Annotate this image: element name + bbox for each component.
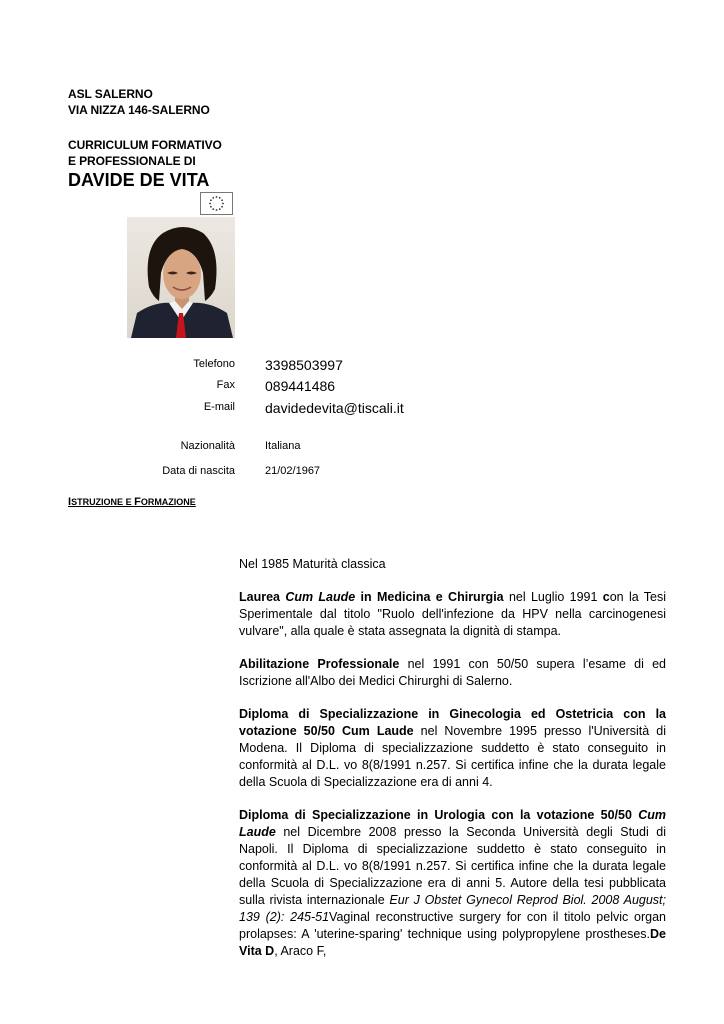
education-content <box>239 556 666 976</box>
laurea-date: nel Luglio 1991 <box>503 590 603 604</box>
cv-title-line1: CURRICULUM FORMATIVO <box>68 138 222 152</box>
section-heading-education <box>68 496 196 508</box>
abilitazione-text: nel 1991 con 50/50 supera l’esame di ed Iscrizione all'Albo dei Medici Chirurghi di Salerno. <box>239 657 666 688</box>
urologia-thesis-title: Vaginal reconstructive surgery for con il titolo pelvic organ prolapses: A 'uterine-sparing' technique using polypropylene prostheses. <box>239 910 666 941</box>
laurea-thesis: on la Tesi Sperimentale dal titolo "Ruolo dell'infezione da HPV nella carcinogenesi vulvare", alla quale è stata assegnata la dignità di stampa. <box>239 590 666 638</box>
urologia-coauthors: , Araco F, <box>274 944 327 958</box>
ginecologia-text: nel Novembre 1995 presso l'Università di Modena. Il Diploma di specializzazione suddetto è stato conseguito in conformità al D.L. vo 8(8/1991 n.257. Si certifica infine che la durata legale della Scuola di Specializzazione era di anni 4. <box>239 724 666 789</box>
abilitazione-title: Abilitazione Professionale <box>239 657 400 671</box>
fax-label: Fax <box>216 379 235 391</box>
cv-title-line2: E PROFESSIONALE DI <box>68 154 196 168</box>
ginecologia-title: Diploma di Specializzazione in Ginecologia ed Ostetricia con la votazione 50/50 Cum Laude <box>239 707 666 738</box>
org-address: VIA NIZZA 146-SALERNO <box>68 103 210 117</box>
education-item-urologia <box>239 807 666 960</box>
education-item-abilitazione <box>239 656 666 690</box>
eu-flag-icon <box>200 192 233 215</box>
education-item-maturita: Nel 1985 Maturità classica <box>239 557 386 571</box>
email-value[interactable]: davidedevita@tiscali.it <box>265 400 404 416</box>
urologia-author: De Vita D <box>239 927 666 958</box>
person-name: DAVIDE DE VITA <box>68 170 210 190</box>
education-item-laurea <box>239 589 666 640</box>
urologia-journal: Eur J Obstet Gynecol Reprod Biol. 2008 August; 139 (2): 245-51 <box>239 893 666 924</box>
nationality-label: Nazionalità <box>180 440 235 452</box>
education-item-ginecologia <box>239 706 666 791</box>
phone-value: 3398503997 <box>265 357 343 373</box>
heading-rest-1: STRUZIONE E <box>71 497 135 507</box>
urologia-cum-laude: Cum Laude <box>239 808 666 839</box>
nationality-value: Italiana <box>265 440 301 452</box>
birthdate-label: Data di nascita <box>162 465 235 477</box>
urologia-text: nel Dicembre 2008 presso la Seconda Università degli Studi di Napoli. Il Diploma di specializzazione suddetto è stato conseguito in conformità al D.L. vo 8(8/1991 n.257. Si certifica infine che la durata legale della Scuola di Specializzazione era di anni 5. Autore della tesi pubblicata sulla rivista internazionale <box>239 825 666 907</box>
heading-rest-2: ORMAZIONE <box>140 497 196 507</box>
laurea-cum-laude: Cum Laude <box>285 590 356 604</box>
phone-label: Telefono <box>193 358 235 370</box>
laurea-bold-c: c <box>602 590 610 604</box>
portrait-photo <box>127 217 235 338</box>
org-name: ASL SALERNO <box>68 87 153 101</box>
heading-initial-i: I <box>68 496 72 508</box>
heading-initial-f: F <box>134 496 141 508</box>
laurea-field: in Medicina e Chirurgia <box>355 590 504 604</box>
email-label: E-mail <box>203 401 235 413</box>
fax-value: 089441486 <box>265 378 336 394</box>
urologia-title: Diploma di Specializzazione in Urologia con la votazione 50/50 <box>239 808 639 822</box>
birthdate-value: 21/02/1967 <box>265 465 321 477</box>
laurea-title: Laurea <box>239 590 286 604</box>
